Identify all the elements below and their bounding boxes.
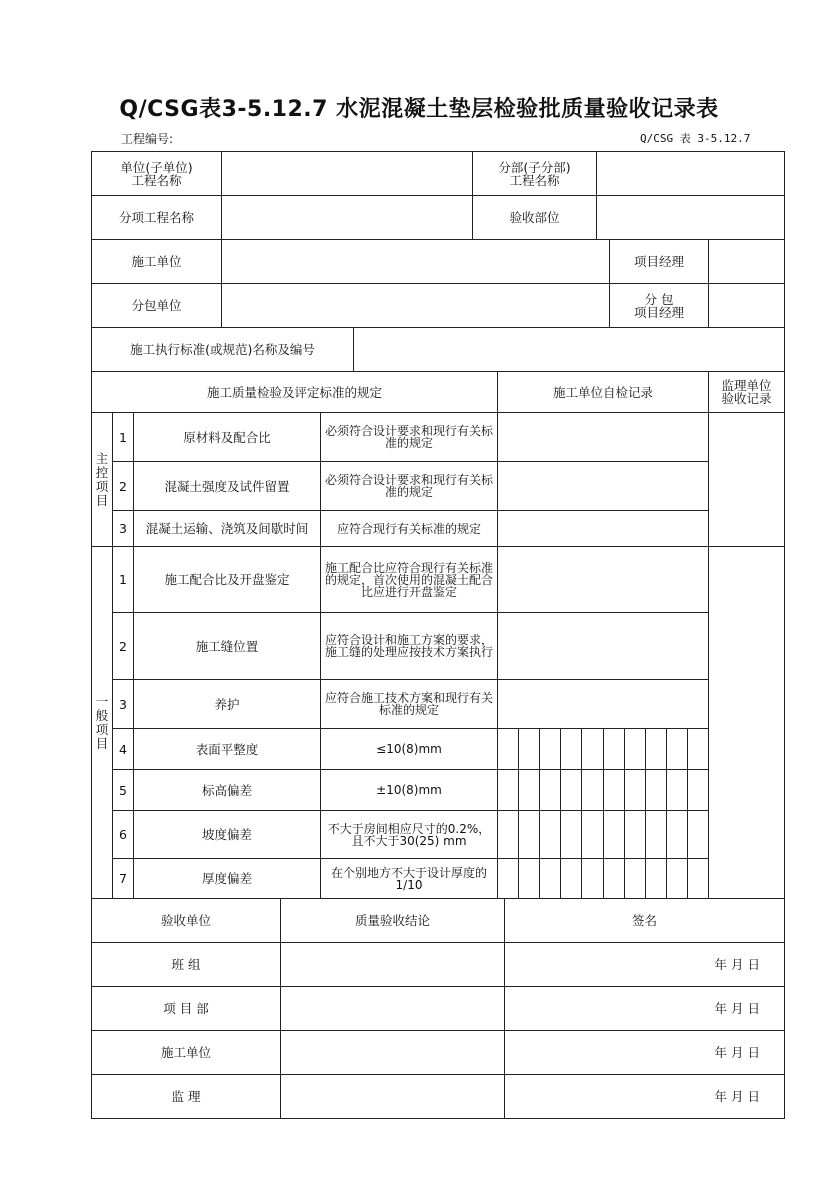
conclusion-field[interactable] <box>280 986 505 1031</box>
acceptance-unit-label <box>91 942 281 987</box>
sub-project-manager-field[interactable] <box>708 283 785 328</box>
acceptance-part-field[interactable] <box>596 195 785 240</box>
project-number-label: 工程编号: <box>121 132 174 146</box>
sub-item-name-label-text: 分项工程名称 <box>118 210 194 225</box>
item-requirement <box>320 769 498 811</box>
item-name <box>133 461 321 511</box>
measurement-cell[interactable] <box>603 728 625 770</box>
measurement-cell[interactable] <box>581 769 604 811</box>
item-number <box>112 769 134 811</box>
project-manager-label-text: 项目经理 <box>633 254 684 269</box>
sub-division-name-label <box>472 151 597 196</box>
sub-project-manager-label <box>609 283 709 328</box>
measurement-cell[interactable] <box>518 858 540 899</box>
item-requirement-text: 必须符合设计要求和现行有关标准的规定 <box>324 424 493 450</box>
measurement-cell[interactable] <box>560 810 582 859</box>
standard-column-header <box>91 371 498 413</box>
supervision-column-header <box>708 371 785 413</box>
unit-project-name-label-text: 单位(子单位) 工程名称 <box>120 159 193 188</box>
item-number-text: 6 <box>119 827 127 842</box>
signature-date-field-text: 年 月 日 <box>714 957 760 972</box>
measurement-cell[interactable] <box>497 769 519 811</box>
self-check-field[interactable] <box>497 461 709 511</box>
item-name-text: 施工配合比及开盘鉴定 <box>164 572 290 587</box>
acceptance-unit-label <box>91 1030 281 1075</box>
acceptance-part-label-text: 验收部位 <box>509 210 560 225</box>
item-number-text: 2 <box>119 478 127 494</box>
subcontractor-label-text: 分包单位 <box>131 298 182 313</box>
item-requirement <box>320 858 498 899</box>
self-check-column-header-text: 施工单位自检记录 <box>552 384 653 400</box>
standard-label-text: 施工执行标准(或规范)名称及编号 <box>130 342 315 357</box>
item-requirement <box>320 412 498 462</box>
item-name-text: 养护 <box>214 696 240 712</box>
item-number <box>112 679 134 729</box>
item-number <box>112 546 134 613</box>
measurement-cell[interactable] <box>624 858 646 899</box>
item-requirement-text: 必须符合设计要求和现行有关标准的规定 <box>324 473 493 499</box>
measurement-cell[interactable] <box>560 728 582 770</box>
general-supervision-field[interactable] <box>708 546 785 899</box>
self-check-field[interactable] <box>497 679 709 729</box>
sub-division-name-field[interactable] <box>596 151 785 196</box>
item-requirement-text: ±10(8)mm <box>376 783 442 797</box>
item-number-text: 4 <box>119 741 127 757</box>
general-category <box>91 546 113 899</box>
constructor-field[interactable] <box>221 239 610 284</box>
main-control-category-text: 主控项目 <box>95 450 109 508</box>
measurement-cell[interactable] <box>624 769 646 811</box>
acceptance-unit-label <box>91 986 281 1031</box>
item-name-text: 混凝土强度及试件留置 <box>164 478 290 494</box>
item-name <box>133 510 321 547</box>
form-code: Q/CSG 表 3-5.12.7 <box>640 132 751 145</box>
constructor-label <box>91 239 222 284</box>
item-name <box>133 679 321 729</box>
item-requirement-text: 应符合施工技术方案和现行有关标准的规定 <box>324 691 493 717</box>
item-number-text: 1 <box>119 429 127 445</box>
measurement-cell[interactable] <box>687 810 709 859</box>
item-number <box>112 858 134 899</box>
sub-project-manager-label-text: 分 包 项目经理 <box>633 291 684 320</box>
item-number-text: 3 <box>119 521 127 536</box>
general-category-text: 一般项目 <box>95 693 109 751</box>
project-manager-field[interactable] <box>708 239 785 284</box>
conclusion-field[interactable] <box>280 1030 505 1075</box>
measurement-cell[interactable] <box>645 810 667 859</box>
measurement-cell[interactable] <box>624 728 646 770</box>
measurement-cell[interactable] <box>687 728 709 770</box>
acceptance-unit-header <box>91 898 281 943</box>
measurement-cell[interactable] <box>539 769 561 811</box>
acceptance-part-label <box>472 195 597 240</box>
signature-header-text: 签名 <box>631 913 657 928</box>
item-name-text: 厚度偏差 <box>201 871 252 886</box>
constructor-label-text: 施工单位 <box>131 254 182 269</box>
measurement-cell[interactable] <box>581 810 604 859</box>
acceptance-unit-label-text: 施工单位 <box>160 1045 211 1060</box>
conclusion-header <box>280 898 505 943</box>
item-requirement <box>320 510 498 547</box>
signature-header <box>504 898 785 943</box>
sub-item-name-field[interactable] <box>221 195 473 240</box>
item-requirement <box>320 810 498 859</box>
sub-item-name-label <box>91 195 222 240</box>
item-name-text: 施工缝位置 <box>195 638 259 654</box>
signature-date-field-text: 年 月 日 <box>714 1089 760 1104</box>
item-name-text: 混凝土运输、浇筑及间歇时间 <box>145 521 309 536</box>
item-requirement-text: ≤10(8)mm <box>376 742 442 756</box>
item-name <box>133 769 321 811</box>
measurement-cell[interactable] <box>518 728 540 770</box>
conclusion-field[interactable] <box>280 942 505 987</box>
signature-date-field[interactable] <box>504 942 785 987</box>
acceptance-unit-header-text: 验收单位 <box>160 913 211 928</box>
supervision-column-header-text: 监理单位 验收记录 <box>721 378 772 406</box>
measurement-cell[interactable] <box>666 769 688 811</box>
item-number-text: 1 <box>119 572 127 587</box>
standard-column-header-text: 施工质量检验及评定标准的规定 <box>206 384 382 400</box>
item-number <box>112 728 134 770</box>
item-name-text: 原材料及配合比 <box>183 429 271 445</box>
subcontractor-field[interactable] <box>221 283 610 328</box>
item-name <box>133 546 321 613</box>
self-check-field[interactable] <box>497 612 709 680</box>
signature-date-field[interactable] <box>504 1030 785 1075</box>
unit-project-name-label <box>91 151 222 196</box>
standard-label <box>91 327 354 372</box>
signature-date-field-text: 年 月 日 <box>714 1001 760 1016</box>
acceptance-unit-label-text: 班 组 <box>171 957 201 972</box>
item-requirement <box>320 612 498 680</box>
self-check-column-header <box>497 371 709 413</box>
measurement-cell[interactable] <box>539 728 561 770</box>
standard-field[interactable] <box>353 327 785 372</box>
measurement-cell[interactable] <box>603 769 625 811</box>
measurement-cell[interactable] <box>645 769 667 811</box>
self-check-field[interactable] <box>497 412 709 462</box>
main-control-supervision-field[interactable] <box>708 412 785 547</box>
item-requirement-text: 施工配合比应符合现行有关标准的规定，首次使用的混凝土配合比应进行开盘鉴定 <box>324 560 493 599</box>
measurement-cell[interactable] <box>581 728 604 770</box>
conclusion-field[interactable] <box>280 1074 505 1119</box>
measurement-cell[interactable] <box>666 858 688 899</box>
item-name-text: 标高偏差 <box>201 782 252 798</box>
signature-date-field-text: 年 月 日 <box>714 1045 760 1060</box>
measurement-cell[interactable] <box>539 858 561 899</box>
item-name-text: 表面平整度 <box>195 741 259 757</box>
item-number-text: 3 <box>119 696 127 712</box>
measurement-cell[interactable] <box>539 810 561 859</box>
measurement-cell[interactable] <box>687 858 709 899</box>
item-requirement-text: 应符合设计和施工方案的要求，施工缝的处理应按技术方案执行 <box>324 633 493 659</box>
item-requirement <box>320 546 498 613</box>
item-number <box>112 810 134 859</box>
item-number <box>112 510 134 547</box>
measurement-cell[interactable] <box>603 810 625 859</box>
acceptance-unit-label <box>91 1074 281 1119</box>
item-requirement-text: 不大于房间相应尺寸的0.2%，且不大于30(25) mm <box>327 821 491 848</box>
item-requirement-text: 在个别地方不大于设计厚度的1/10 <box>330 865 487 892</box>
measurement-cell[interactable] <box>581 858 604 899</box>
main-control-category <box>91 412 113 547</box>
page-title: Q/CSG表3-5.12.7 水泥混凝土垫层检验批质量验收记录表 <box>119 97 719 122</box>
acceptance-unit-label-text: 监 理 <box>171 1089 201 1104</box>
self-check-field[interactable] <box>497 546 709 613</box>
measurement-cell[interactable] <box>518 810 540 859</box>
self-check-field[interactable] <box>497 510 709 547</box>
item-number-text: 5 <box>119 782 127 798</box>
measurement-cell[interactable] <box>666 728 688 770</box>
measurement-cell[interactable] <box>624 810 646 859</box>
measurement-cell[interactable] <box>560 858 582 899</box>
acceptance-unit-label-text: 项 目 部 <box>163 1001 209 1016</box>
measurement-cell[interactable] <box>645 728 667 770</box>
item-name-text: 坡度偏差 <box>201 827 252 842</box>
item-number <box>112 412 134 462</box>
measurement-cell[interactable] <box>687 769 709 811</box>
measurement-cell[interactable] <box>666 810 688 859</box>
item-name <box>133 858 321 899</box>
item-number <box>112 461 134 511</box>
item-name <box>133 412 321 462</box>
item-requirement <box>320 728 498 770</box>
signature-date-field[interactable] <box>504 1074 785 1119</box>
measurement-cell[interactable] <box>560 769 582 811</box>
sub-division-name-label-text: 分部(子分部) 工程名称 <box>498 159 571 188</box>
measurement-cell[interactable] <box>645 858 667 899</box>
signature-date-field[interactable] <box>504 986 785 1031</box>
item-name <box>133 612 321 680</box>
item-requirement-text: 应符合现行有关标准的规定 <box>336 521 481 536</box>
subcontractor-label <box>91 283 222 328</box>
unit-project-name-field[interactable] <box>221 151 473 196</box>
item-requirement <box>320 461 498 511</box>
item-number <box>112 612 134 680</box>
item-requirement <box>320 679 498 729</box>
item-number-text: 7 <box>119 871 127 886</box>
measurement-cell[interactable] <box>497 810 519 859</box>
item-name <box>133 728 321 770</box>
item-number-text: 2 <box>119 638 127 654</box>
measurement-cell[interactable] <box>518 769 540 811</box>
project-manager-label <box>609 239 709 284</box>
measurement-cell[interactable] <box>497 728 519 770</box>
measurement-cell[interactable] <box>497 858 519 899</box>
measurement-cell[interactable] <box>603 858 625 899</box>
item-name <box>133 810 321 859</box>
conclusion-header-text: 质量验收结论 <box>354 913 430 928</box>
